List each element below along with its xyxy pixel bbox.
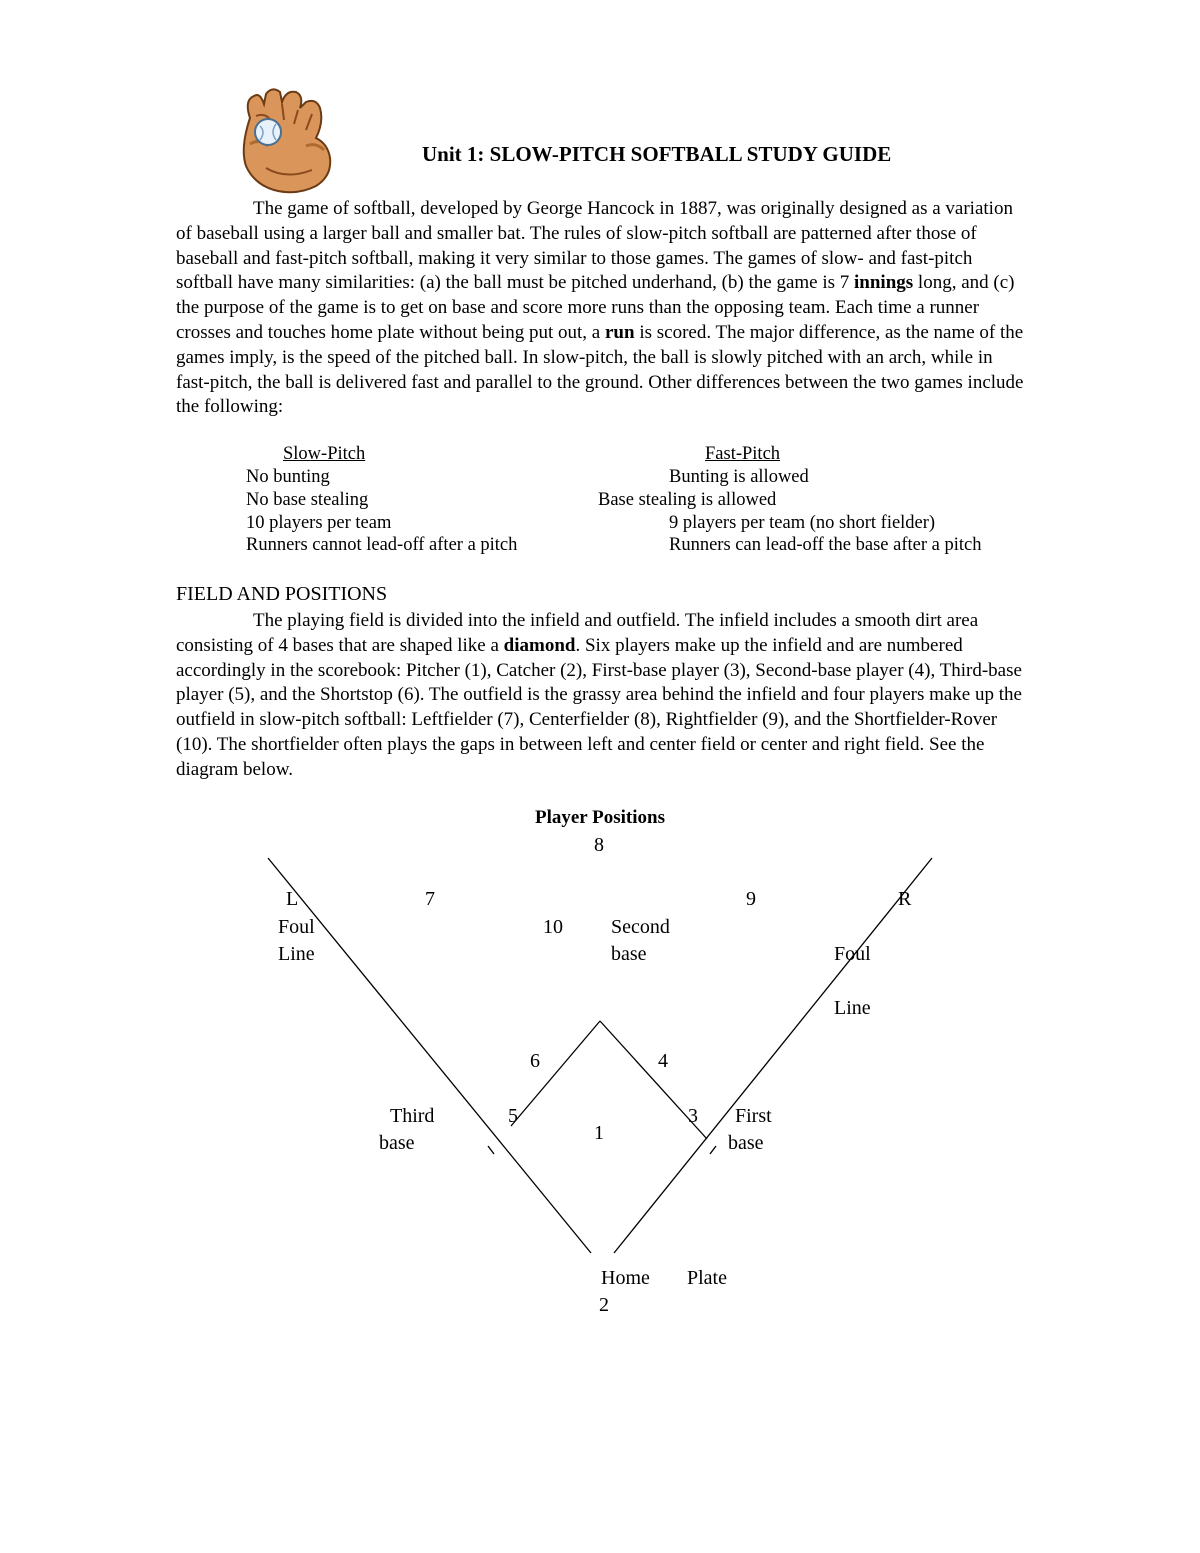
label-line-left: Line — [278, 943, 315, 965]
intro-text-1: The game of softball, developed by George Hancock in 1887, was originally designed as a variation of baseball using a larger ball and smaller bat. The rules of slow-pitch softball are patterned after those of baseball and fast-pitch softball, making it very similar to those games. The games of slow- and fast-pitch softball have many similarities: (a) the ball must be pitched underhand, (b) the game is 7 — [176, 198, 1013, 294]
label-first-base: base — [728, 1132, 764, 1154]
slow-item: 10 players per team — [246, 513, 392, 533]
slow-pitch-header: Slow-Pitch — [283, 444, 366, 464]
diagram-title: Player Positions — [534, 807, 665, 828]
label-r: R — [898, 888, 912, 910]
label-l: L — [286, 888, 299, 910]
label-second-base: base — [611, 943, 647, 965]
intro-text-2: long, and (c) the purpose of the game is to get on base and score more runs than the opposing team. Each time a runner crosses and touches home plate without being put out, a — [176, 272, 1015, 343]
fast-item: 9 players per team (no short fielder) — [669, 513, 936, 533]
label-7: 7 — [425, 888, 435, 910]
label-foul-right: Foul — [834, 943, 871, 965]
intro-text-3: is scored. The major difference, as the name of the games imply, is the speed of the pitched ball. In slow-pitch, the ball is slowly pitched with an arch, while in fast-pitch, the ball is delivered fast and parallel to the ground. Other differences between the two games include the following: — [176, 321, 1024, 418]
label-plate: Plate — [687, 1267, 727, 1289]
label-9: 9 — [746, 888, 756, 910]
third-to-second-baseline — [511, 1021, 600, 1126]
first-base-mark — [710, 1146, 716, 1154]
slow-item: No base stealing — [246, 490, 369, 510]
label-4: 4 — [658, 1050, 668, 1072]
label-8: 8 — [594, 834, 604, 856]
section-heading: FIELD AND POSITIONS — [176, 583, 388, 605]
label-2: 2 — [599, 1294, 609, 1316]
intro-bold-run: run — [605, 321, 635, 343]
fast-item: Base stealing is allowed — [598, 490, 777, 510]
label-home: Home — [601, 1267, 650, 1289]
label-third: Third — [390, 1105, 435, 1127]
third-base-mark — [488, 1146, 494, 1154]
slow-item: Runners cannot lead-off after a pitch — [246, 535, 518, 555]
label-second: Second — [611, 916, 670, 938]
field-bold-diamond: diamond — [503, 634, 576, 656]
field-text-2: . Six players make up the infield and are numbered accordingly in the scorebook: Pitcher (1), Catcher (2), First-base player (3), Second-base player (4), Third-base player (5), and the Shortstop (6). The outfield is the grassy area behind the infield and four players make up the outfield in slow-pitch softball: Leftfielder (7), Centerfielder (8), Rightfielder (9), and the Shortfielder-Rover (10). The shortfielder often plays the gaps in between left and center field or center and right field. See the diagram below. — [176, 634, 1022, 780]
page-title: Unit 1: SLOW-PITCH SOFTBALL STUDY GUIDE — [422, 142, 892, 166]
label-third-base: base — [379, 1132, 415, 1154]
label-first: First — [735, 1105, 772, 1127]
field-text-1: The playing field is divided into the infield and outfield. The infield includes a smooth dirt area consisting of 4 bases that are shaped like a — [176, 610, 979, 656]
label-1: 1 — [594, 1122, 604, 1144]
fast-pitch-header: Fast-Pitch — [705, 444, 781, 464]
intro-bold-innings: innings — [854, 272, 914, 294]
label-line-right: Line — [834, 997, 871, 1019]
label-foul-left: Foul — [278, 916, 315, 938]
slow-item: No bunting — [246, 467, 330, 487]
label-10: 10 — [543, 916, 563, 938]
fast-item: Bunting is allowed — [669, 467, 809, 487]
label-6: 6 — [530, 1050, 540, 1072]
fast-item: Runners can lead-off the base after a pitch — [669, 535, 982, 555]
label-5: 5 — [508, 1105, 518, 1127]
label-3: 3 — [688, 1105, 698, 1127]
